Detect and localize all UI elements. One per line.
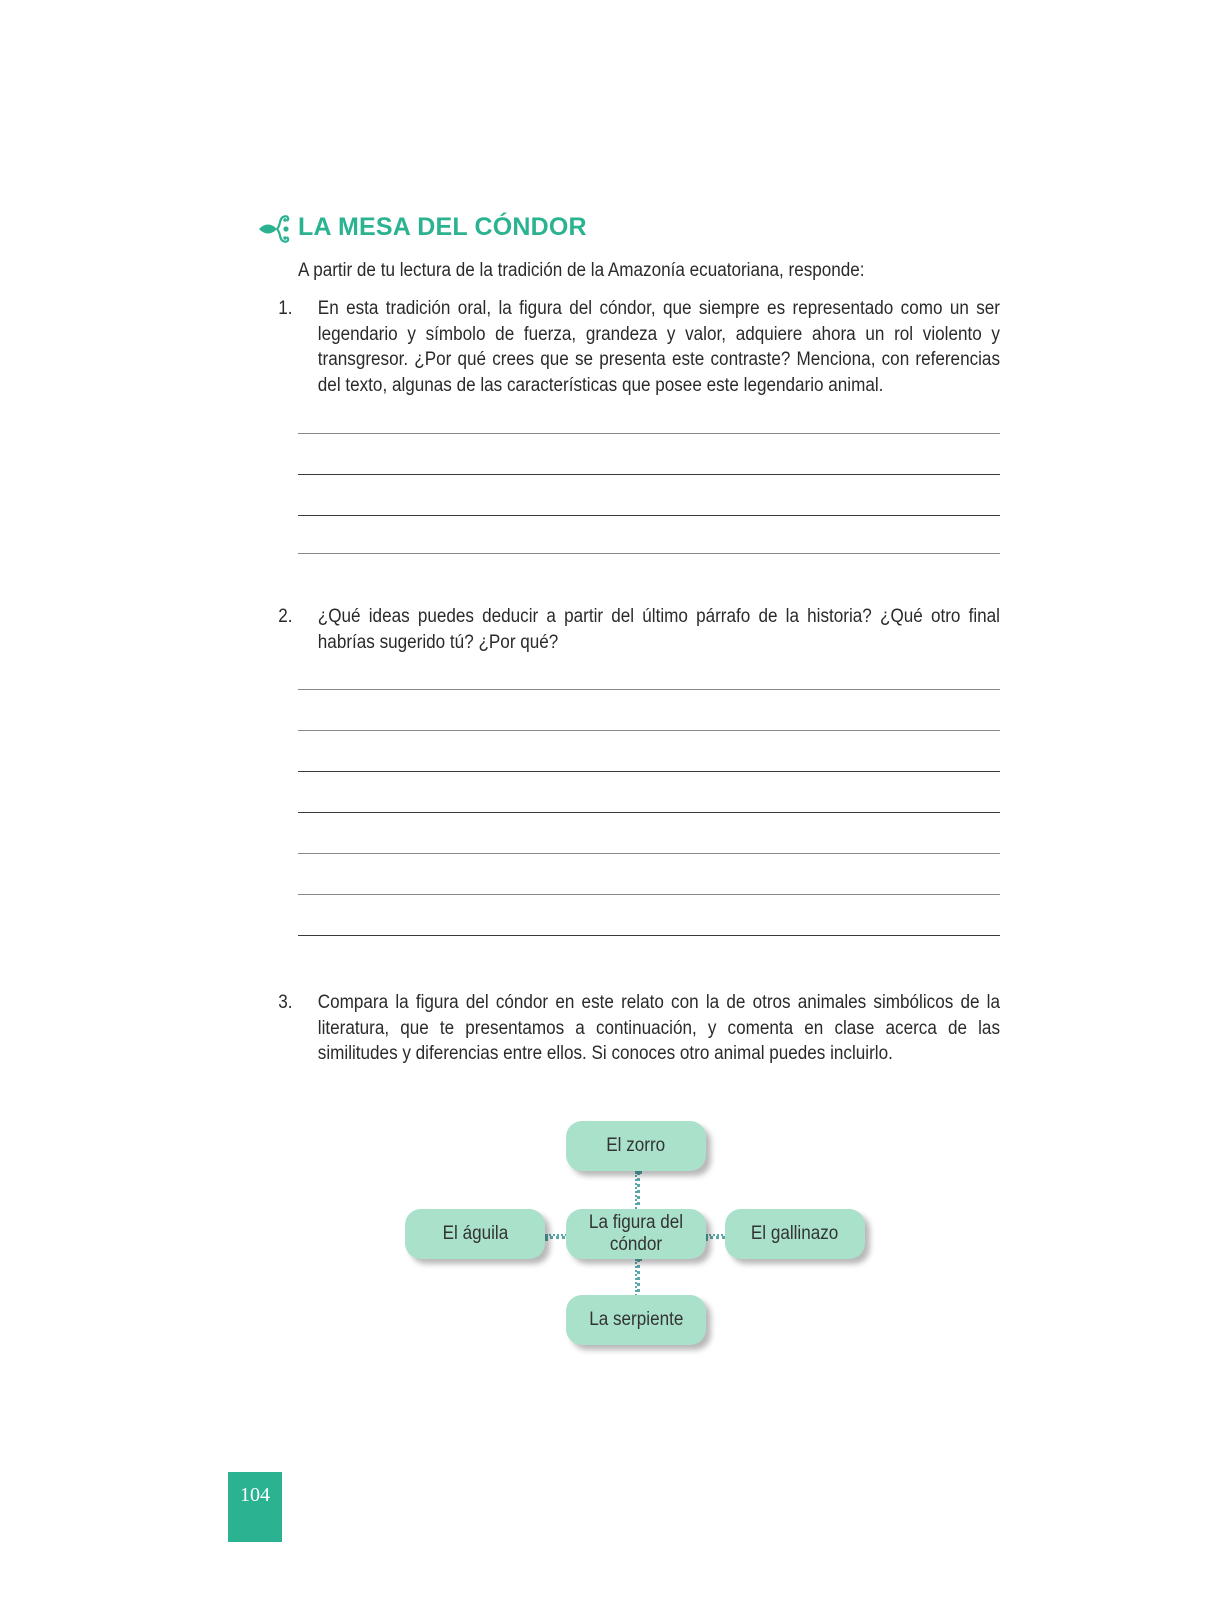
answer-line[interactable] [298, 935, 1000, 936]
connector-bottom [635, 1258, 640, 1300]
node-center: La figura del cóndor [566, 1209, 706, 1259]
question-number: 3. [278, 992, 293, 1013]
answer-line[interactable] [298, 853, 1000, 854]
page-number: 104 [240, 1484, 270, 1506]
section-title: LA MESA DEL CÓNDOR [298, 213, 587, 241]
answer-line[interactable] [298, 771, 1000, 772]
node-el-aguila: El águila [405, 1209, 545, 1259]
answer-line[interactable] [298, 730, 1000, 731]
node-el-gallinazo: El gallinazo [725, 1209, 865, 1259]
connector-top [635, 1171, 640, 1213]
question-text: En esta tradición oral, la figura del cóndor, que siempre es representado como un ser legendario y símbolo de fuerza, grandeza y valor, adquiere ahora un rol violento y transgresor. ¿Por qué crees que se presenta este contraste? Menciona, con referencias del texto, algunas de las características que posee este legendario animal. [317, 298, 1000, 396]
node-el-zorro: El zorro [566, 1121, 706, 1171]
question-text: ¿Qué ideas puedes deducir a partir del último párrafo de la historia? ¿Qué otro final habrías sugerido tú? ¿Por qué? [317, 606, 1000, 653]
answer-line[interactable] [298, 474, 1000, 475]
answer-line[interactable] [298, 689, 1000, 690]
intro-text: A partir de tu lectura de la tradición de la Amazonía ecuatoriana, responde: [298, 260, 865, 281]
node-la-serpiente: La serpiente [566, 1295, 706, 1345]
answer-line[interactable] [298, 812, 1000, 813]
question-text: Compara la figura del cóndor en este relato con la de otros animales simbólicos de la literatura, que te presentamos a continuación, y comenta en clase acerca de las similitudes y diferencias entre ellos. Si conoces otro animal puedes incluirlo. [317, 992, 1000, 1064]
question-3 [278, 990, 1000, 1067]
question-1 [278, 296, 1000, 398]
question-number: 1. [278, 298, 293, 319]
question-2 [278, 604, 1000, 655]
leaf-swirl-icon [257, 212, 291, 246]
answer-line[interactable] [298, 515, 1000, 516]
answer-line[interactable] [298, 433, 1000, 434]
page-number-tab [228, 1472, 282, 1542]
answer-line[interactable] [298, 553, 1000, 554]
answer-line[interactable] [298, 894, 1000, 895]
question-number: 2. [278, 606, 293, 627]
